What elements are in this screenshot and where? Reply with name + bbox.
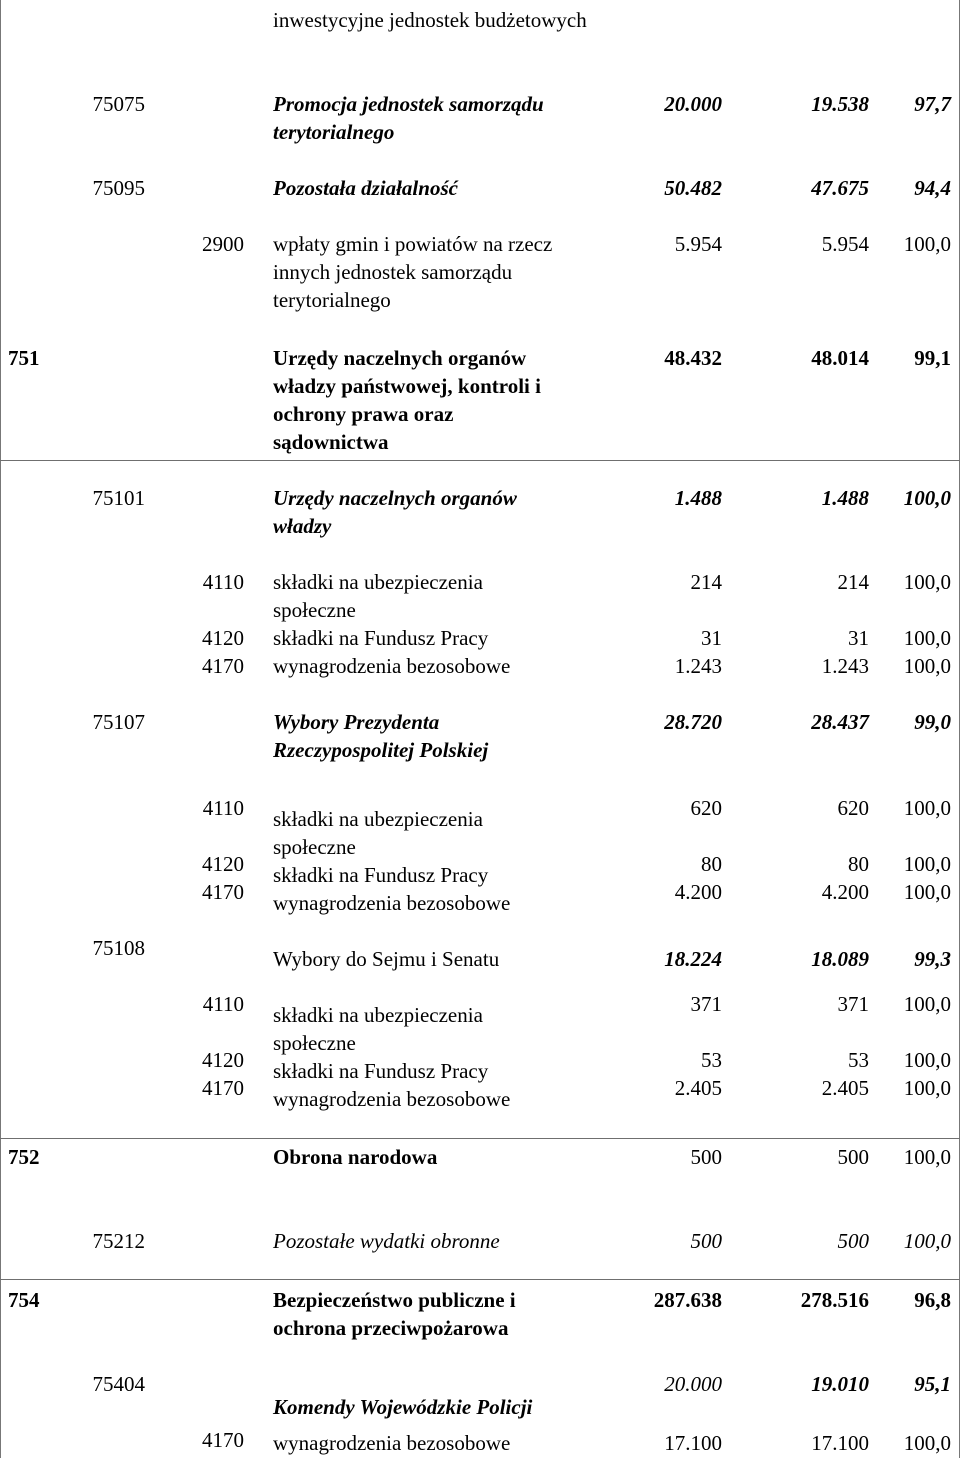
percent-value: 100,0: [903, 880, 951, 904]
percent-value: 100,0: [903, 654, 951, 678]
plan-value: 287.638: [653, 1288, 722, 1312]
rozdzial-code: 75212: [92, 1229, 145, 1253]
paragraf-code: 4120: [202, 626, 244, 650]
row-divider: [0, 1279, 960, 1280]
percent-value: 100,0: [903, 1145, 951, 1169]
item-name: składki na Fundusz Pracy: [273, 863, 489, 887]
paragraf-code: 4170: [202, 654, 244, 678]
item-name: wynagrodzenia bezosobowe: [273, 654, 511, 678]
paragraf-code: 4170: [202, 880, 244, 904]
section-name: Wybory Prezydenta Rzeczypospolitej Polskiej: [273, 710, 489, 762]
percent-value: 100,0: [903, 992, 951, 1016]
plan-value: 20.000: [664, 92, 722, 116]
paragraf-code: 4110: [202, 796, 244, 820]
plan-value: 28.720: [664, 710, 722, 734]
execution-value: 18.089: [811, 947, 869, 971]
section-name: inwestycyjne jednostek budżetowych: [273, 8, 587, 32]
row-divider: [0, 460, 960, 461]
plan-value: 50.482: [664, 176, 722, 200]
rozdzial-code: 75108: [92, 936, 145, 960]
item-name: wynagrodzenia bezosobowe: [273, 891, 511, 915]
execution-value: 19.538: [811, 92, 869, 116]
section-name: Promocja jednostek samorządu terytorialnego: [273, 92, 544, 144]
plan-value: 31: [701, 626, 722, 650]
execution-value: 28.437: [811, 710, 869, 734]
item-name: składki na Fundusz Pracy: [273, 1059, 489, 1083]
section-name: Wybory do Sejmu i Senatu: [273, 947, 500, 971]
paragraf-code: 4110: [202, 992, 244, 1016]
plan-value: 53: [701, 1048, 722, 1072]
section-name: Urzędy naczelnych organów władzy: [273, 486, 517, 538]
percent-value: 96,8: [914, 1288, 951, 1312]
execution-value: 500: [837, 1145, 869, 1169]
paragraf-code: 4110: [202, 570, 244, 594]
dzial-code: 751: [8, 346, 40, 370]
paragraf-code: 4120: [202, 1048, 244, 1072]
percent-value: 100,0: [903, 852, 951, 876]
rozdzial-code: 75404: [92, 1372, 145, 1396]
rozdzial-code: 75095: [92, 176, 145, 200]
execution-value: 31: [848, 626, 869, 650]
item-name: wynagrodzenia bezosobowe: [273, 1431, 511, 1455]
section-name: Komendy Wojewódzkie Policji: [273, 1395, 533, 1419]
plan-value: 48.432: [664, 346, 722, 370]
percent-value: 100,0: [903, 570, 951, 594]
item-name: składki na ubezpieczenia społeczne: [273, 1003, 483, 1055]
percent-value: 100,0: [903, 1048, 951, 1072]
plan-value: 620: [690, 796, 722, 820]
execution-value: 1.243: [821, 654, 869, 678]
percent-value: 99,1: [914, 346, 951, 370]
execution-value: 17.100: [811, 1431, 869, 1455]
plan-value: 500: [690, 1229, 722, 1253]
percent-value: 99,3: [914, 947, 951, 971]
item-name: wynagrodzenia bezosobowe: [273, 1087, 511, 1111]
execution-value: 53: [848, 1048, 869, 1072]
paragraf-code: 2900: [202, 232, 244, 256]
execution-value: 500: [837, 1229, 869, 1253]
plan-value: 1.243: [674, 654, 722, 678]
row-divider: [0, 1138, 960, 1139]
execution-value: 214: [837, 570, 869, 594]
execution-value: 4.200: [821, 880, 869, 904]
percent-value: 100,0: [903, 232, 951, 256]
execution-value: 48.014: [811, 346, 869, 370]
plan-value: 1.488: [674, 486, 722, 510]
execution-value: 80: [848, 852, 869, 876]
execution-value: 371: [837, 992, 869, 1016]
execution-value: 1.488: [821, 486, 869, 510]
paragraf-code: 4170: [202, 1076, 244, 1100]
plan-value: 5.954: [674, 232, 722, 256]
percent-value: 100,0: [903, 796, 951, 820]
execution-value: 2.405: [821, 1076, 869, 1100]
rozdzial-code: 75075: [92, 92, 145, 116]
dzial-code: 754: [8, 1288, 40, 1312]
execution-value: 5.954: [821, 232, 869, 256]
execution-value: 620: [837, 796, 869, 820]
dzial-code: 752: [8, 1145, 40, 1169]
section-name: Obrona narodowa: [273, 1145, 438, 1169]
plan-value: 2.405: [674, 1076, 722, 1100]
item-name: składki na ubezpieczenia społeczne: [273, 570, 483, 622]
plan-value: 18.224: [664, 947, 722, 971]
section-name: Pozostała działalność: [273, 176, 458, 200]
paragraf-code: 4120: [202, 852, 244, 876]
item-name: wpłaty gmin i powiatów na rzecz innych jednostek samorządu terytorialnego: [273, 232, 553, 312]
execution-value: 19.010: [811, 1372, 869, 1396]
percent-value: 97,7: [914, 92, 951, 116]
percent-value: 100,0: [903, 1229, 951, 1253]
plan-value: 20.000: [664, 1372, 722, 1396]
item-name: składki na ubezpieczenia społeczne: [273, 807, 483, 859]
plan-value: 214: [690, 570, 722, 594]
percent-value: 95,1: [914, 1372, 951, 1396]
plan-value: 4.200: [674, 880, 722, 904]
plan-value: 80: [701, 852, 722, 876]
rozdzial-code: 75107: [92, 710, 145, 734]
execution-value: 47.675: [811, 176, 869, 200]
percent-value: 100,0: [903, 1076, 951, 1100]
percent-value: 99,0: [914, 710, 951, 734]
rozdzial-code: 75101: [92, 486, 145, 510]
plan-value: 371: [690, 992, 722, 1016]
plan-value: 17.100: [664, 1431, 722, 1455]
execution-value: 278.516: [800, 1288, 869, 1312]
section-name: Pozostałe wydatki obronne: [273, 1229, 500, 1253]
percent-value: 100,0: [903, 626, 951, 650]
plan-value: 500: [690, 1145, 722, 1169]
section-name: Urzędy naczelnych organów władzy państwowej, kontroli i ochrony prawa oraz sądownictwa: [273, 346, 541, 454]
percent-value: 94,4: [914, 176, 951, 200]
section-name: Bezpieczeństwo publiczne i ochrona przeciwpożarowa: [273, 1288, 516, 1340]
percent-value: 100,0: [903, 1431, 951, 1455]
item-name: składki na Fundusz Pracy: [273, 626, 489, 650]
paragraf-code: 4170: [202, 1428, 244, 1452]
percent-value: 100,0: [903, 486, 951, 510]
